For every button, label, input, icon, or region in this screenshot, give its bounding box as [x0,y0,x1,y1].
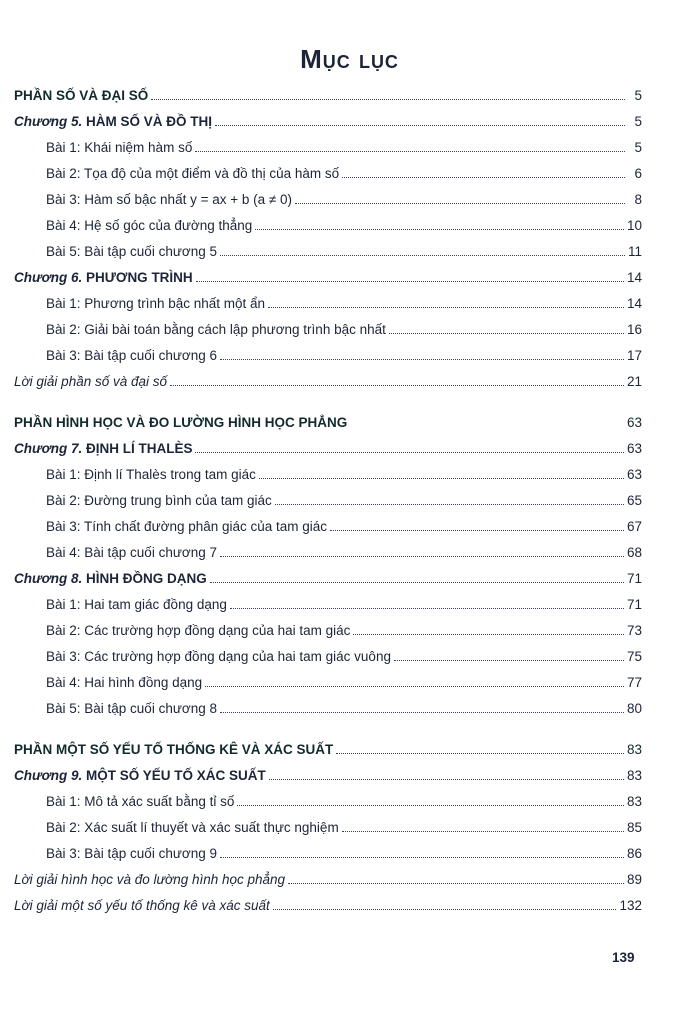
dot-leader [295,203,625,204]
toc-page-number: 17 [626,348,642,363]
toc-lesson-row [46,545,642,560]
toc-chapter-row [14,270,642,285]
dot-leader [353,634,624,635]
chapter-title: MỘT SỐ YẾU TỐ XÁC SUẤT [85,768,266,783]
chapter-prefix: Chương 8. [14,571,83,586]
toc-entry-label: Bài 2: Đường trung bình của tam giác [46,493,272,508]
dot-leader [330,530,624,531]
toc-lesson-row [46,794,642,809]
toc-entry-label: Bài 1: Hai tam giác đồng dạng [46,597,227,612]
toc-lesson-row [46,649,642,664]
toc-page-number: 83 [626,742,642,757]
toc-entry-label: PHẦN SỐ VÀ ĐẠI SỐ [14,88,149,103]
page-title: Mục lục [300,44,399,74]
toc-entry-label: Bài 3: Bài tập cuối chương 6 [46,348,217,363]
chapter-title: PHƯƠNG TRÌNH [85,270,193,285]
dot-leader [195,151,625,152]
toc-lesson-row [46,296,642,311]
dot-leader [259,478,624,479]
toc-entry-label [14,270,193,285]
toc-page-number: 14 [626,270,642,285]
dot-leader [342,177,625,178]
toc-page-number: 77 [626,675,642,690]
toc-entry-label: PHẦN HÌNH HỌC VÀ ĐO LƯỜNG HÌNH HỌC PHẲNG [14,415,348,430]
toc-chapter-row [14,114,642,129]
dot-leader [237,805,624,806]
chapter-prefix: Chương 6. [14,270,83,285]
toc-chapter-row [14,441,642,456]
toc-lesson-row [46,192,642,207]
dot-leader [220,857,624,858]
toc-page-number: 75 [626,649,642,664]
dot-leader [195,452,624,453]
toc-page-number: 86 [626,846,642,861]
dot-leader [210,582,624,583]
toc-page-number: 8 [634,192,642,207]
toc-entry-label: Bài 4: Bài tập cuối chương 7 [46,545,217,560]
chapter-prefix: Chương 5. [14,114,83,129]
chapter-title: ĐỊNH LÍ THALÈS [85,441,193,456]
toc-entry-label: Lời giải một số yếu tố thống kê và xác suất [14,898,270,913]
toc-part-row [14,415,642,430]
dot-leader [268,307,624,308]
toc-page-number: 67 [626,519,642,534]
toc-entry-label: Bài 1: Phương trình bậc nhất một ẩn [46,296,266,311]
toc-lesson-row [46,322,642,337]
chapter-title: HÌNH ĐỒNG DẠNG [85,571,207,586]
toc-entry-label [14,441,192,456]
dot-leader [220,255,625,256]
dot-leader [151,99,625,100]
toc-solution-row [14,374,642,389]
toc-page-number: 14 [626,296,642,311]
dot-leader [220,556,624,557]
toc-lesson-row [46,244,642,259]
toc-page-number: 85 [626,820,642,835]
toc-entry-label: PHẦN MỘT SỐ YẾU TỐ THỐNG KÊ VÀ XÁC SUẤT [14,742,334,757]
toc-lesson-row [46,519,642,534]
toc-lesson-row [46,820,642,835]
toc-page-number: 71 [626,597,642,612]
toc-page-number: 16 [626,322,642,337]
toc-entry-label [14,571,207,586]
chapter-prefix: Chương 7. [14,441,83,456]
toc-entry-label: Bài 2: Xác suất lí thuyết và xác suất thực nghiệm [46,820,339,835]
toc-lesson-row [46,467,642,482]
toc-solution-row [14,872,642,887]
toc-page-number: 89 [626,872,642,887]
toc-entry-label [14,768,266,783]
toc-page-number: 83 [626,768,642,783]
dot-leader [255,229,624,230]
toc-entry-label: Bài 5: Bài tập cuối chương 5 [46,244,217,259]
toc-lesson-row [46,493,642,508]
toc-page-number: 11 [627,244,642,259]
toc-page-number: 80 [626,701,642,716]
toc-entry-label: Bài 3: Tính chất đường phân giác của tam giác [46,519,328,534]
dot-leader [205,686,624,687]
toc-entry-label: Bài 4: Hai hình đồng dạng [46,675,203,690]
toc-entry-label: Bài 1: Mô tả xác suất bằng tỉ số [46,794,235,809]
toc-page-number: 63 [626,441,642,456]
toc-entry-label: Bài 3: Các trường hợp đồng dạng của hai tam giác vuông [46,649,391,664]
dot-leader [220,712,624,713]
dot-leader [215,125,625,126]
toc-entry-label: Bài 5: Bài tập cuối chương 8 [46,701,217,716]
toc-entry-label [14,114,212,129]
toc-part-row [14,88,642,103]
toc-solution-row [14,898,642,913]
toc-lesson-row [46,675,642,690]
toc-lesson-row [46,623,642,638]
page-number: 139 [612,950,635,965]
dot-leader [275,504,624,505]
toc-part-row [14,742,642,757]
dot-leader [342,831,624,832]
toc-page-number: 6 [634,166,642,181]
toc-chapter-row [14,768,642,783]
toc-lesson-row [46,846,642,861]
dot-leader [196,281,624,282]
toc-page-number: 63 [626,467,642,482]
toc-entry-label: Bài 4: Hệ số góc của đường thẳng [46,218,253,233]
toc-page-number: 10 [626,218,642,233]
toc-page-number: 83 [626,794,642,809]
dot-leader [269,779,624,780]
dot-leader [273,909,617,910]
toc-lesson-row [46,166,642,181]
toc-entry-label: Bài 1: Định lí Thalès trong tam giác [46,467,256,482]
dot-leader [230,608,624,609]
toc-page-number: 5 [634,88,642,103]
dot-leader [220,359,624,360]
dot-leader [389,333,624,334]
toc-lesson-row [46,348,642,363]
toc-page-number: 5 [634,114,642,129]
toc-page-number: 63 [626,415,642,430]
toc-lesson-row [46,218,642,233]
toc-page-number: 132 [619,898,642,913]
toc-entry-label: Bài 1: Khái niệm hàm số [46,140,193,155]
toc-lesson-row [46,701,642,716]
toc-entry-label: Bài 2: Tọa độ của một điểm và đồ thị của hàm số [46,166,340,181]
dot-leader [336,753,624,754]
toc-entry-label: Bài 2: Giải bài toán bằng cách lập phương trình bậc nhất [46,322,386,337]
toc-page-number: 71 [626,571,642,586]
dot-leader [394,660,624,661]
toc-page-number: 21 [626,374,642,389]
toc-entry-label: Bài 3: Hàm số bậc nhất y = ax + b (a ≠ 0) [46,192,293,207]
toc-entry-label: Bài 2: Các trường hợp đồng dạng của hai tam giác [46,623,351,638]
dot-leader [170,385,624,386]
toc-page-number: 5 [634,140,642,155]
chapter-prefix: Chương 9. [14,768,83,783]
toc-entry-label: Lời giải hình học và đo lường hình học phẳng [14,872,286,887]
toc-chapter-row [14,571,642,586]
toc-entry-label: Lời giải phần số và đại số [14,374,168,389]
toc-page-number: 65 [626,493,642,508]
toc-lesson-row [46,597,642,612]
dot-leader [288,883,624,884]
toc-page-number: 68 [626,545,642,560]
toc-lesson-row [46,140,642,155]
toc-entry-label: Bài 3: Bài tập cuối chương 9 [46,846,217,861]
chapter-title: HÀM SỐ VÀ ĐỒ THỊ [85,114,212,129]
toc-page-number: 73 [626,623,642,638]
